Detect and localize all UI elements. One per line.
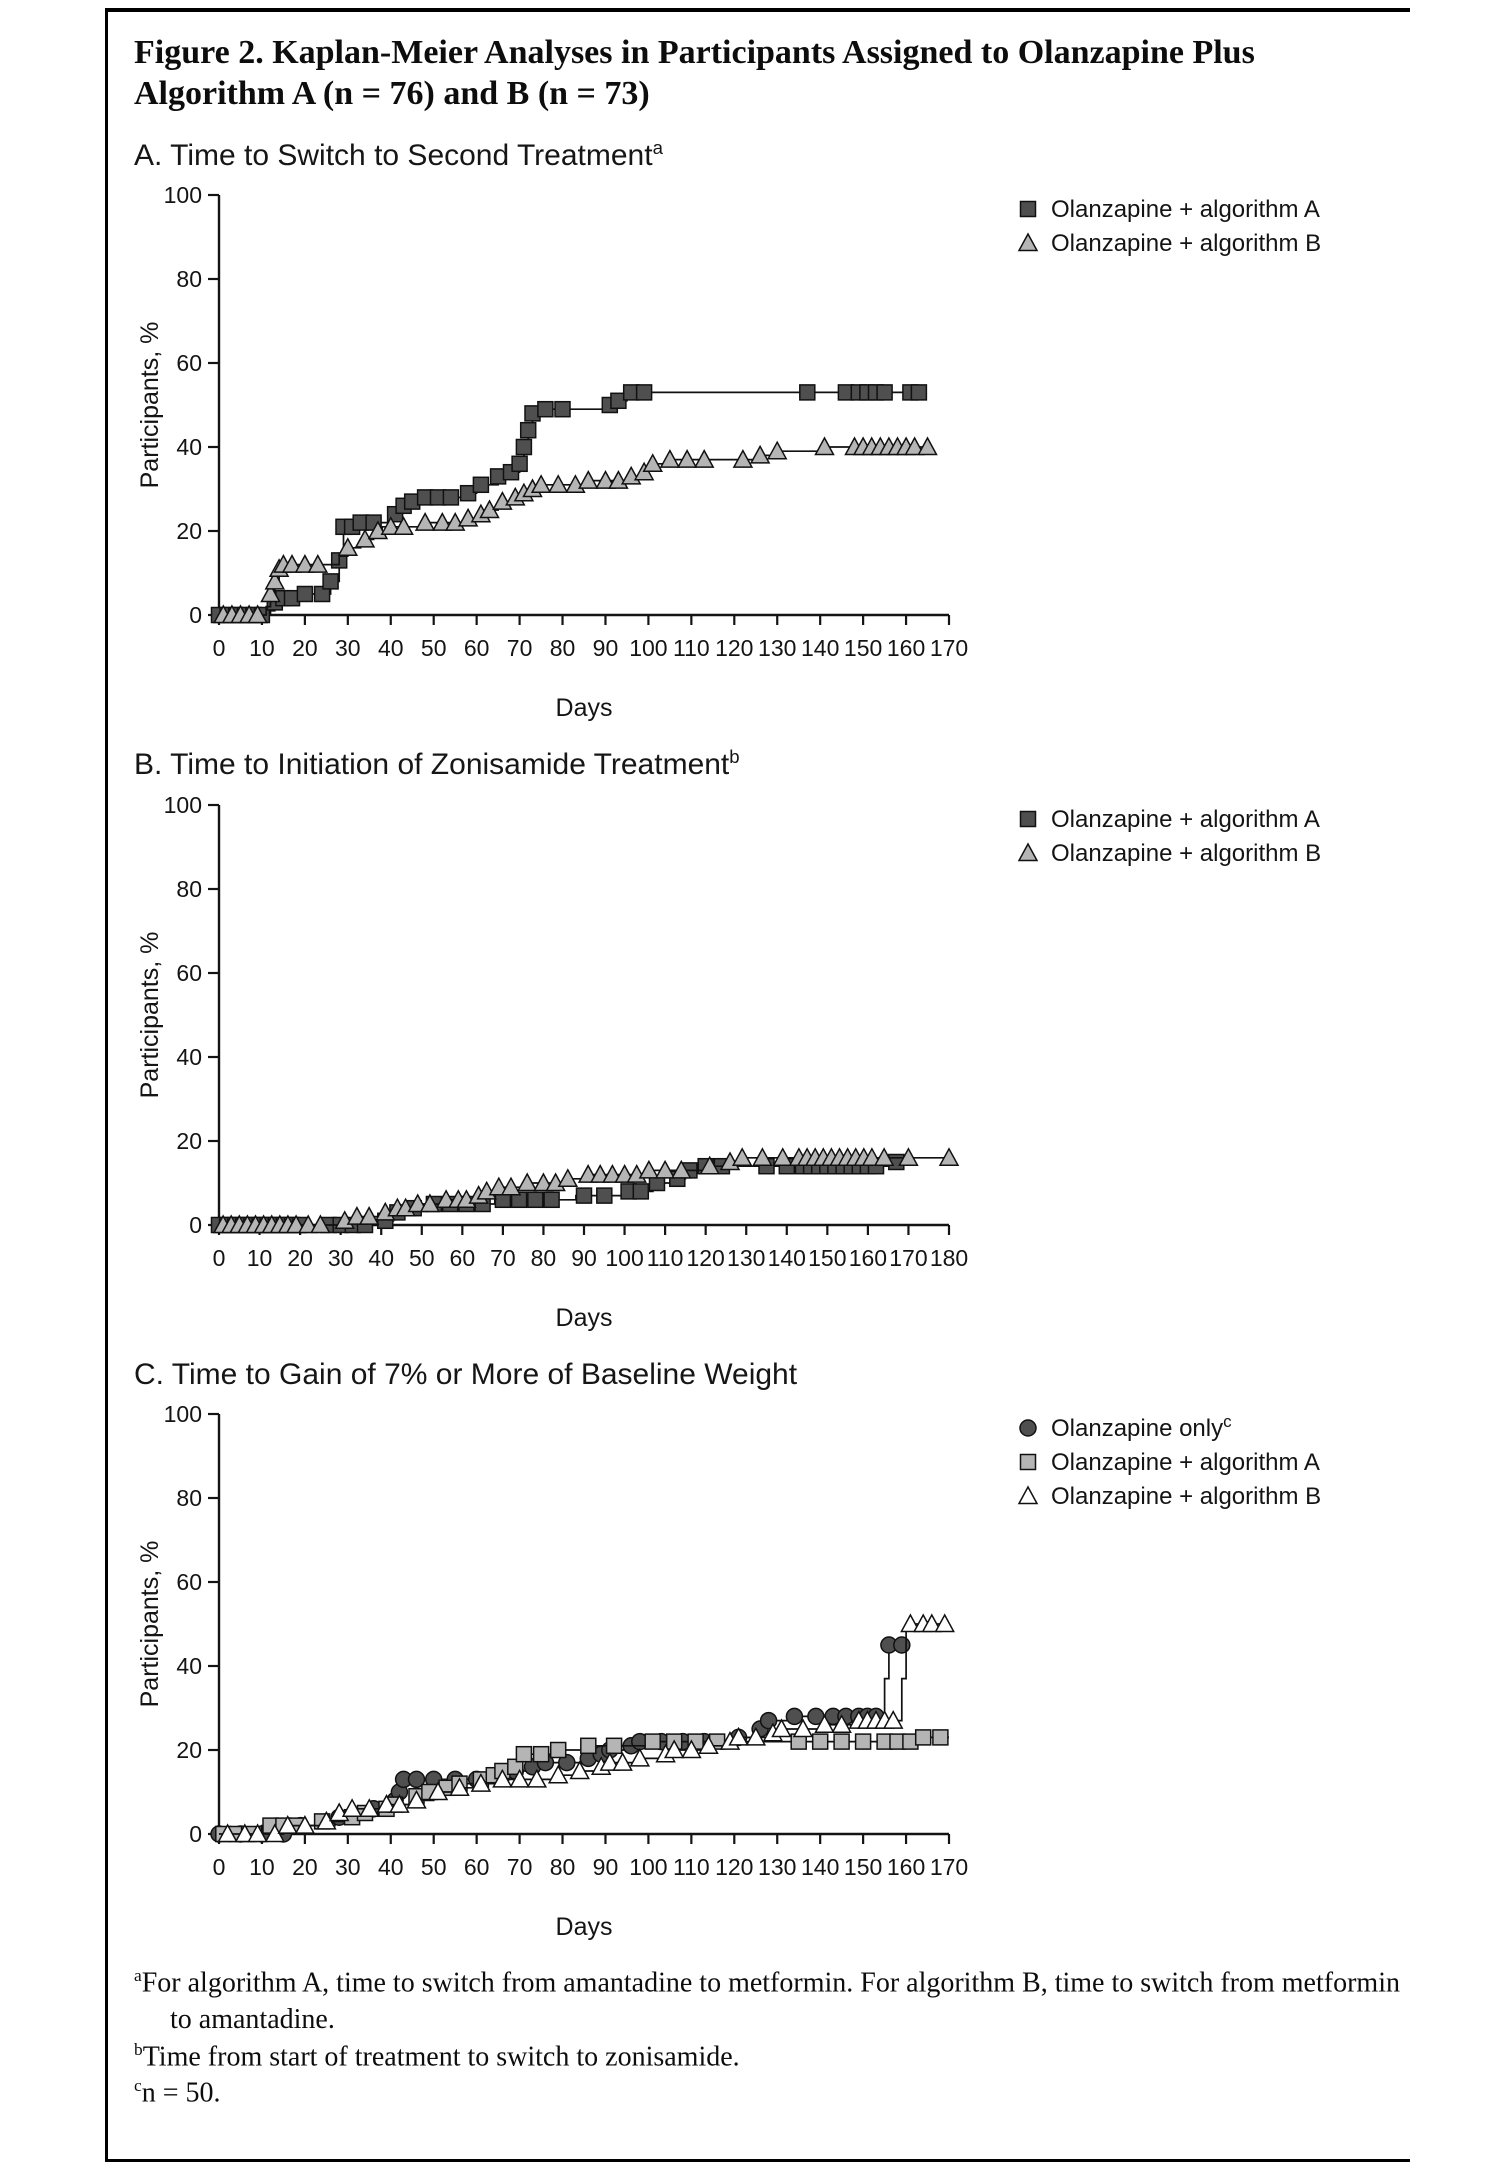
svg-text:30: 30 xyxy=(335,1854,361,1881)
svg-text:120: 120 xyxy=(715,635,754,662)
svg-text:50: 50 xyxy=(420,635,447,662)
svg-text:80: 80 xyxy=(549,1854,576,1881)
footnote-a xyxy=(134,1965,1410,2038)
svg-text:Days: Days xyxy=(555,1913,613,1942)
panel-b-title xyxy=(134,746,1410,783)
svg-text:150: 150 xyxy=(843,1854,883,1881)
svg-text:10: 10 xyxy=(246,1244,273,1271)
svg-text:70: 70 xyxy=(490,1244,516,1271)
figure-box xyxy=(105,8,1410,2162)
svg-text:100: 100 xyxy=(629,635,668,662)
svg-text:Days: Days xyxy=(555,1303,613,1332)
figure-title: Figure 2. Kaplan-Meier Analyses in Participants Assigned to Olanzapine Plus Algorithm A (n = 76) and B (n = 73) xyxy=(134,34,1255,113)
svg-text:60: 60 xyxy=(463,635,490,662)
svg-text:Olanzapine + algorithm A: Olanzapine + algorithm A xyxy=(1051,805,1320,833)
svg-text:0: 0 xyxy=(189,602,202,629)
svg-text:80: 80 xyxy=(176,266,202,293)
svg-text:60: 60 xyxy=(176,1569,202,1596)
svg-text:50: 50 xyxy=(408,1244,435,1271)
svg-text:0: 0 xyxy=(212,1244,226,1271)
svg-text:170: 170 xyxy=(929,635,969,662)
panel-c xyxy=(134,1356,1410,1950)
svg-text:10: 10 xyxy=(249,1854,275,1881)
svg-text:40: 40 xyxy=(377,1854,404,1881)
svg-text:40: 40 xyxy=(176,1653,202,1680)
svg-text:120: 120 xyxy=(715,1854,754,1881)
svg-text:110: 110 xyxy=(673,1854,710,1881)
svg-text:Olanzapine + algorithm A: Olanzapine + algorithm A xyxy=(1051,196,1320,224)
svg-text:140: 140 xyxy=(767,1244,806,1271)
panel-b-title-superscript: b xyxy=(729,746,740,768)
svg-text:90: 90 xyxy=(592,1854,619,1881)
footnote-a-text: For algorithm A, time to switch from amantadine to metformin. For algorithm B, time to switch from metformin to amantadine. xyxy=(141,1967,1400,2036)
svg-text:30: 30 xyxy=(335,635,361,662)
panel-b-title-text: B. Time to Initiation of Zonisamide Treatment xyxy=(134,748,730,782)
svg-text:20: 20 xyxy=(287,1244,313,1271)
svg-text:20: 20 xyxy=(176,1737,202,1764)
svg-text:100: 100 xyxy=(163,182,202,209)
svg-text:100: 100 xyxy=(163,791,202,818)
panel-c-km-chart xyxy=(134,1394,1410,1949)
svg-text:60: 60 xyxy=(176,959,202,986)
svg-text:50: 50 xyxy=(420,1854,447,1881)
svg-text:100: 100 xyxy=(629,1854,668,1881)
svg-text:20: 20 xyxy=(176,1127,202,1154)
svg-text:0: 0 xyxy=(212,1854,226,1881)
svg-text:80: 80 xyxy=(176,1485,202,1512)
svg-text:170: 170 xyxy=(889,1244,928,1271)
svg-text:Days: Days xyxy=(555,694,613,723)
svg-text:140: 140 xyxy=(800,635,840,662)
footnote-b xyxy=(134,2039,1410,2076)
svg-text:160: 160 xyxy=(886,635,926,662)
panel-a-title xyxy=(134,137,1410,174)
footnotes xyxy=(134,1965,1410,2112)
svg-text:90: 90 xyxy=(571,1244,597,1271)
svg-text:130: 130 xyxy=(758,1854,797,1881)
svg-text:80: 80 xyxy=(530,1244,557,1271)
svg-text:40: 40 xyxy=(176,434,202,461)
svg-text:20: 20 xyxy=(176,518,202,545)
footnote-b-text: Time from start of treatment to switch to zonisamide. xyxy=(142,2040,740,2072)
footnote-a-superscript: a xyxy=(134,1966,142,1986)
svg-text:160: 160 xyxy=(848,1244,888,1271)
svg-text:20: 20 xyxy=(292,1854,318,1881)
footnote-c xyxy=(134,2075,1410,2112)
svg-text:130: 130 xyxy=(727,1244,766,1271)
svg-text:80: 80 xyxy=(176,875,202,902)
svg-text:90: 90 xyxy=(592,635,619,662)
svg-text:150: 150 xyxy=(843,635,883,662)
svg-text:110: 110 xyxy=(646,1244,684,1271)
svg-text:60: 60 xyxy=(463,1854,490,1881)
footnote-c-text: n = 50. xyxy=(141,2077,221,2109)
svg-text:170: 170 xyxy=(929,1854,969,1881)
footnote-b-superscript: b xyxy=(134,2039,143,2059)
svg-text:10: 10 xyxy=(249,635,275,662)
svg-text:100: 100 xyxy=(605,1244,644,1271)
svg-text:180: 180 xyxy=(929,1244,969,1271)
panel-b-km-chart xyxy=(134,785,1410,1340)
svg-text:Olanzapine onlyc: Olanzapine only$^c$ xyxy=(1051,1412,1232,1443)
svg-text:70: 70 xyxy=(506,1854,533,1881)
svg-text:120: 120 xyxy=(686,1244,725,1271)
svg-text:60: 60 xyxy=(176,350,202,377)
svg-text:100: 100 xyxy=(163,1401,202,1428)
svg-text:40: 40 xyxy=(368,1244,395,1271)
svg-text:160: 160 xyxy=(886,1854,926,1881)
svg-text:130: 130 xyxy=(758,635,797,662)
svg-text:0: 0 xyxy=(212,635,226,662)
svg-text:70: 70 xyxy=(506,635,533,662)
footnote-c-superscript: c xyxy=(134,2076,142,2096)
panel-b xyxy=(134,746,1410,1340)
svg-text:Olanzapine + algorithm A: Olanzapine + algorithm A xyxy=(1051,1449,1320,1477)
panel-a-title-superscript: a xyxy=(652,136,663,158)
svg-text:20: 20 xyxy=(292,635,318,662)
svg-text:Participants, %: Participants, % xyxy=(136,931,164,1099)
svg-text:110: 110 xyxy=(673,635,710,662)
panel-a-km-chart xyxy=(134,175,1410,730)
svg-text:Participants, %: Participants, % xyxy=(136,1541,164,1708)
svg-text:40: 40 xyxy=(176,1043,202,1070)
svg-text:Olanzapine + algorithm B: Olanzapine + algorithm B xyxy=(1051,1483,1322,1511)
svg-text:80: 80 xyxy=(549,635,576,662)
svg-text:0: 0 xyxy=(189,1821,202,1848)
svg-text:60: 60 xyxy=(449,1244,476,1271)
svg-text:140: 140 xyxy=(800,1854,840,1881)
panel-a-title-text: A. Time to Switch to Second Treatment xyxy=(134,138,653,172)
svg-text:0: 0 xyxy=(189,1211,202,1238)
svg-text:Participants, %: Participants, % xyxy=(136,322,164,489)
panel-a xyxy=(134,137,1410,731)
svg-text:Olanzapine + algorithm B: Olanzapine + algorithm B xyxy=(1051,839,1322,867)
svg-text:Olanzapine + algorithm B: Olanzapine + algorithm B xyxy=(1051,230,1322,258)
svg-text:40: 40 xyxy=(377,635,404,662)
svg-text:150: 150 xyxy=(808,1244,847,1271)
panel-c-title-text: C. Time to Gain of 7% or More of Baseline Weight xyxy=(134,1357,798,1391)
panel-c-title xyxy=(134,1356,1410,1393)
svg-text:30: 30 xyxy=(327,1244,354,1271)
